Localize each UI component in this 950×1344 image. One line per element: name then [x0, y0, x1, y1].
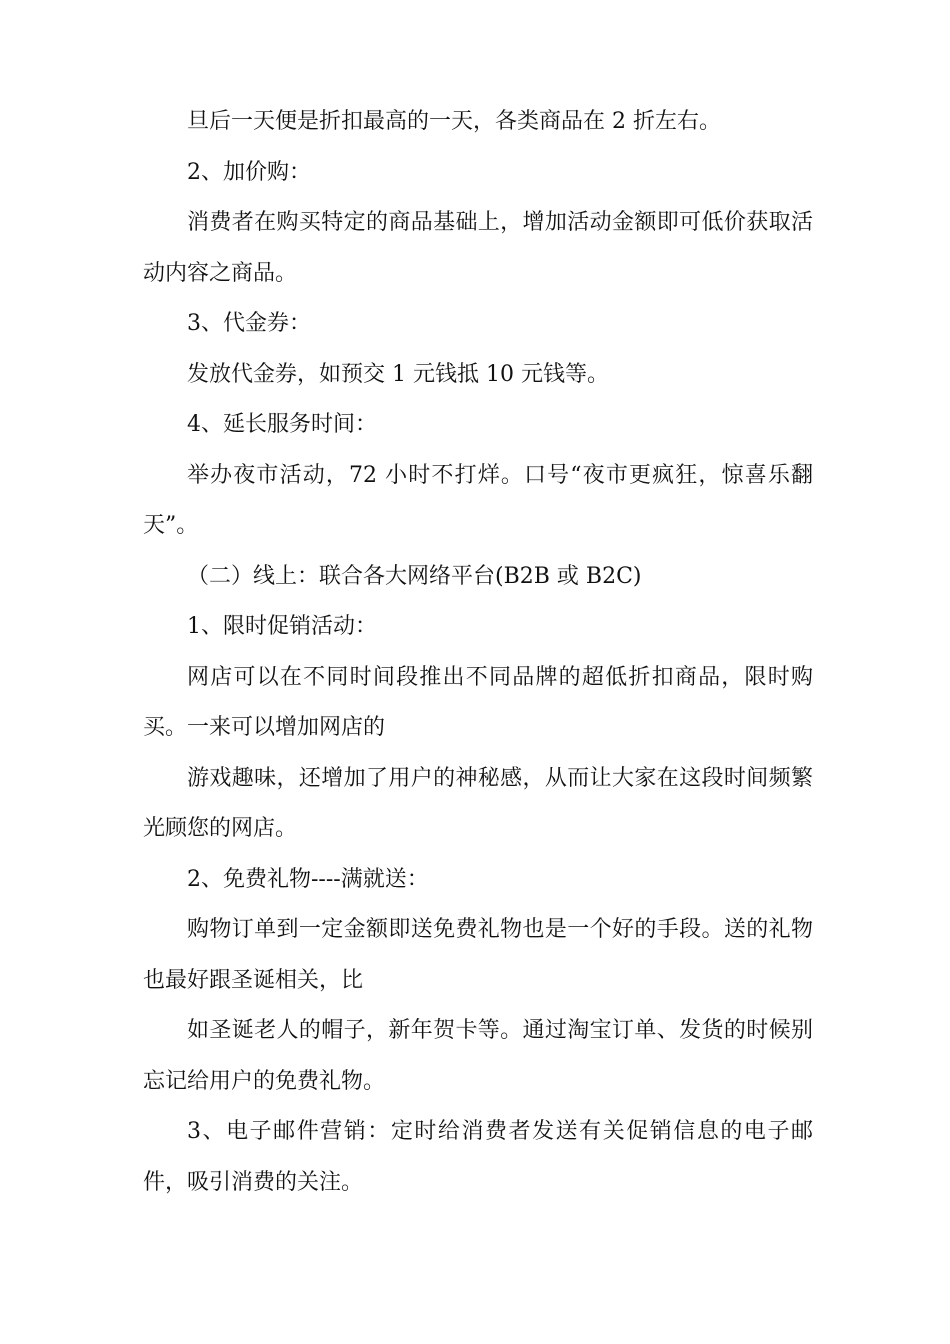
- paragraph-discount-last-day: 旦后一天便是折扣最高的一天，各类商品在 2 折左右。: [187, 109, 721, 134]
- document-body: [143, 97, 813, 1208]
- paragraph-add-price-purchase: 消费者在购买特定的商品基础上，增加活动金额即可低价获取活动内容之商品。: [143, 210, 813, 286]
- heading-voucher: 3、代金券：: [187, 311, 311, 336]
- paragraph-voucher: 发放代金券，如预交 1 元钱抵 10 元钱等。: [187, 361, 609, 387]
- paragraph-email-marketing: 3、电子邮件营销：定时给消费者发送有关促销信息的电子邮件，吸引消费的关注。: [143, 1119, 813, 1195]
- heading-extended-hours: 4、延长服务时间：: [187, 412, 377, 437]
- section-heading-online: （二）线上：联合各大网络平台(B2B 或 B2C): [187, 563, 642, 589]
- heading-flash-sale: 1、限时促销活动：: [187, 614, 377, 639]
- paragraph-free-gift-1: 购物订单到一定金额即送免费礼物也是一个好的手段。送的礼物也最好跟圣诞相关，比: [143, 917, 813, 993]
- paragraph-flash-sale-2: 游戏趣味，还增加了用户的神秘感，从而让大家在这段时间频繁光顾您的网店。: [143, 765, 813, 841]
- paragraph-flash-sale-1: 网店可以在不同时间段推出不同品牌的超低折扣商品，限时购买。一来可以增加网店的: [143, 664, 813, 740]
- paragraph-free-gift-2: 如圣诞老人的帽子，新年贺卡等。通过淘宝订单、发货的时候别忘记给用户的免费礼物。: [143, 1018, 813, 1094]
- heading-add-price-purchase: 2、加价购：: [187, 159, 311, 185]
- heading-free-gift: 2、免费礼物----满就送：: [187, 866, 429, 892]
- paragraph-extended-hours: 举办夜市活动，72 小时不打烊。口号“夜市更疯狂，惊喜乐翻天”。: [143, 462, 813, 538]
